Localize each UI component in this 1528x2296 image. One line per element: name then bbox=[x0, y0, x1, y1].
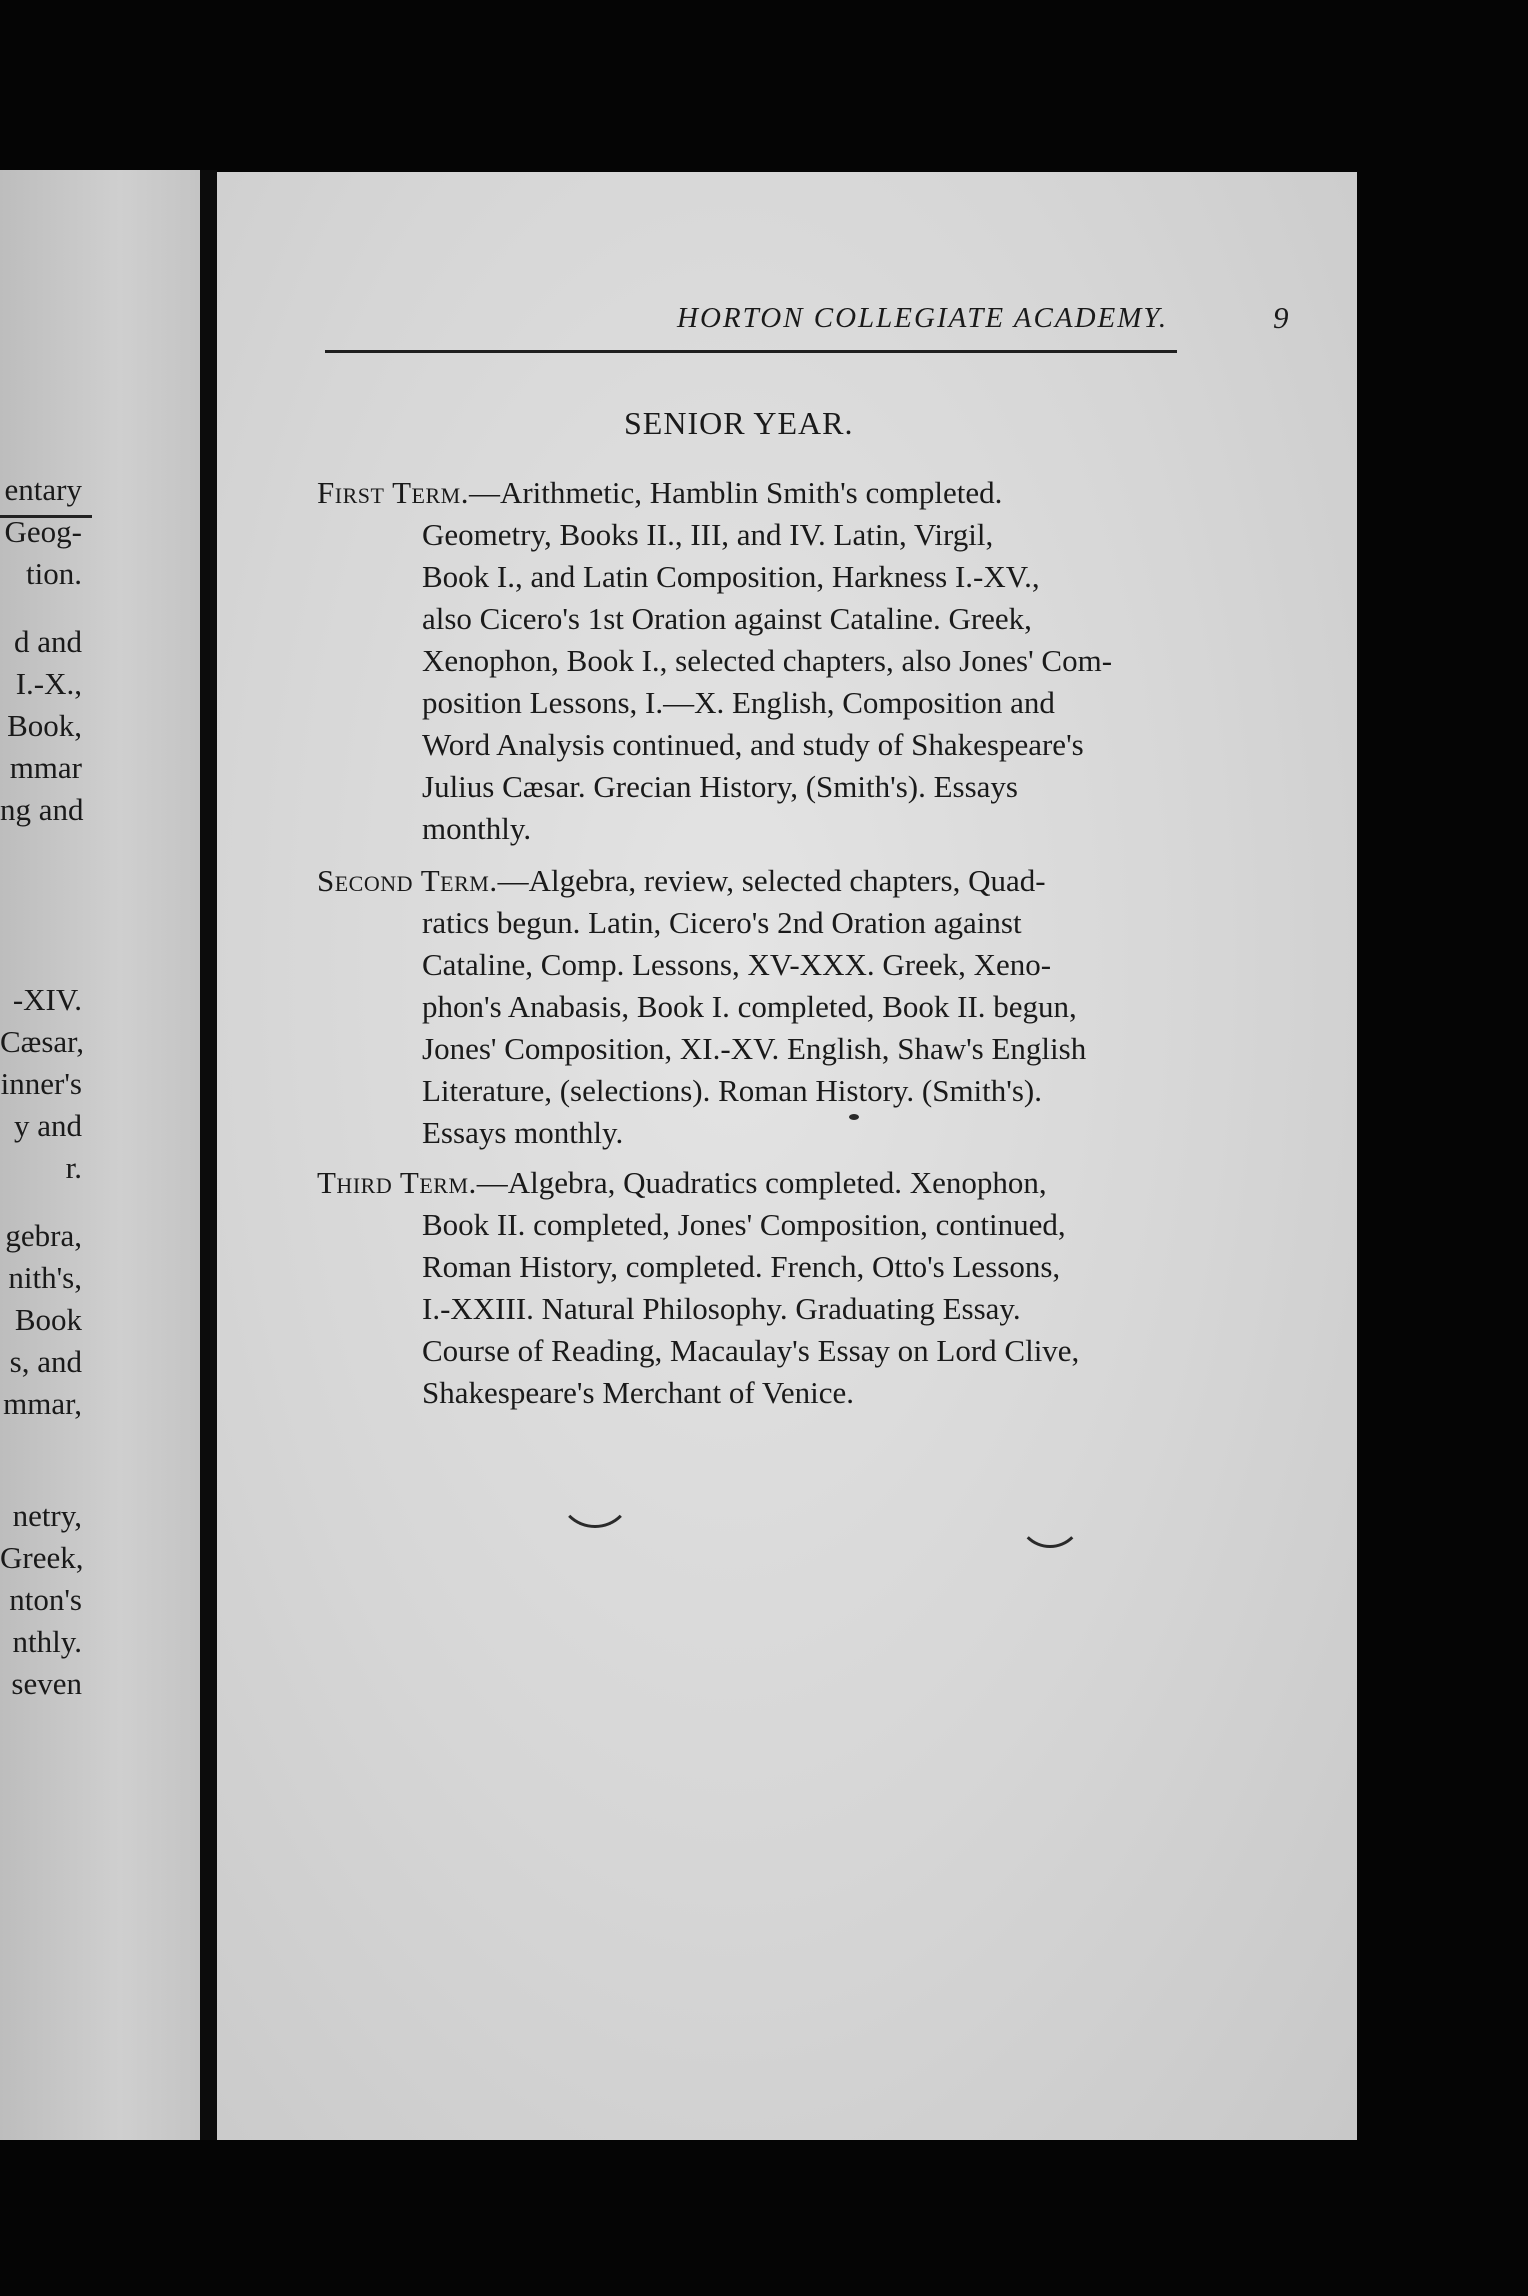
term-name: Second Term. bbox=[317, 863, 498, 898]
left-page-fragment: tion. bbox=[26, 556, 82, 591]
left-page-fragment: I.-X., bbox=[15, 666, 82, 701]
running-title: HORTON COLLEGIATE ACADEMY. bbox=[677, 302, 1169, 334]
term-line bbox=[317, 556, 1183, 598]
left-page-fragment: seven bbox=[11, 1666, 82, 1701]
term-text: also Cicero's 1st Oration against Cataline. Greek, bbox=[422, 601, 1032, 636]
term-text: phon's Anabasis, Book I. completed, Book II. begun, bbox=[422, 989, 1077, 1024]
term-text: —Algebra, review, selected chapters, Quad- bbox=[497, 863, 1046, 898]
left-page-fragment: entary bbox=[4, 472, 82, 507]
print-blemish bbox=[849, 1114, 859, 1120]
book-binding bbox=[200, 170, 217, 2140]
left-page-text-fragments bbox=[0, 170, 200, 2140]
term-name: First Term. bbox=[317, 475, 469, 510]
term-line bbox=[317, 986, 1183, 1028]
term-line bbox=[317, 808, 1183, 850]
term-text: Essays monthly. bbox=[422, 1115, 624, 1150]
left-page-fragment: s, and bbox=[9, 1344, 82, 1379]
term-line bbox=[317, 1288, 1183, 1330]
term-line bbox=[317, 860, 1183, 902]
term-text: Xenophon, Book I., selected chapters, also Jones' Com- bbox=[422, 643, 1113, 678]
term-line bbox=[317, 1246, 1183, 1288]
main-page bbox=[217, 172, 1357, 2140]
left-page-fragment: d and bbox=[13, 624, 82, 659]
term-line bbox=[317, 682, 1183, 724]
left-page-fragment: gebra, bbox=[5, 1218, 82, 1253]
term-line bbox=[317, 598, 1183, 640]
left-page-fragment: Book, bbox=[7, 708, 82, 743]
header-rule bbox=[325, 350, 1177, 353]
page-number: 9 bbox=[1273, 300, 1289, 335]
term-text: I.-XXIII. Natural Philosophy. Graduating Essay. bbox=[422, 1291, 1021, 1326]
left-page-fragment: Book bbox=[14, 1302, 82, 1337]
term-text: —Algebra, Quadratics completed. Xenophon, bbox=[476, 1165, 1047, 1200]
term-third bbox=[317, 1162, 1183, 1414]
left-page-fragment: inner's bbox=[0, 1066, 82, 1101]
left-page-fragment: y and bbox=[13, 1108, 82, 1143]
term-line bbox=[317, 640, 1183, 682]
term-text: Jones' Composition, XI.-XV. English, Shaw's English bbox=[422, 1031, 1087, 1066]
term-text: Cataline, Comp. Lessons, XV-XXX. Greek, Xeno- bbox=[422, 947, 1052, 982]
term-text: Geometry, Books II., III, and IV. Latin, Virgil, bbox=[422, 517, 994, 552]
left-page-fragment: mmar bbox=[9, 750, 82, 785]
section-title: SENIOR YEAR. bbox=[624, 405, 854, 441]
term-line bbox=[317, 724, 1183, 766]
term-text: Literature, (selections). Roman History. (Smith's). bbox=[422, 1073, 1042, 1108]
left-page-fragment: nthly. bbox=[12, 1624, 82, 1659]
term-line bbox=[317, 902, 1183, 944]
term-text: ratics begun. Latin, Cicero's 2nd Oration against bbox=[422, 905, 1022, 940]
term-line bbox=[317, 1028, 1183, 1070]
left-page-fragment: nith's, bbox=[8, 1260, 82, 1295]
running-head bbox=[325, 302, 1357, 356]
left-page-fragment: r. bbox=[65, 1150, 82, 1185]
left-page-fragment: -XIV. bbox=[12, 982, 82, 1017]
term-name: Third Term. bbox=[317, 1165, 477, 1200]
term-line bbox=[317, 944, 1183, 986]
term-line bbox=[317, 1372, 1183, 1414]
term-line bbox=[317, 1070, 1183, 1112]
term-text: Julius Cæsar. Grecian History, (Smith's). Essays bbox=[422, 769, 1018, 804]
term-text: Roman History, completed. French, Otto's Lessons, bbox=[422, 1249, 1061, 1284]
term-text: Book II. completed, Jones' Composition, continued, bbox=[422, 1207, 1066, 1242]
left-page-fragment: netry, bbox=[12, 1498, 82, 1533]
term-text: Shakespeare's Merchant of Venice. bbox=[422, 1375, 854, 1410]
term-line bbox=[317, 472, 1183, 514]
term-line bbox=[317, 1112, 1183, 1154]
left-page-fragment: Geog- bbox=[4, 514, 82, 549]
term-text: position Lessons, I.—X. English, Composition and bbox=[422, 685, 1055, 720]
left-page-fragment: Cæsar, bbox=[0, 1024, 85, 1059]
term-text: monthly. bbox=[422, 811, 532, 846]
term-text: —Arithmetic, Hamblin Smith's completed. bbox=[468, 475, 1003, 510]
film-scratch bbox=[1017, 1512, 1083, 1548]
term-text: Word Analysis continued, and study of Shakespeare's bbox=[422, 727, 1084, 762]
term-line bbox=[317, 1162, 1183, 1204]
term-second bbox=[317, 860, 1183, 1154]
left-page-fragment: Greek, bbox=[0, 1540, 84, 1575]
term-line bbox=[317, 766, 1183, 808]
left-page-fragment: mmar, bbox=[3, 1386, 82, 1421]
term-text: Book I., and Latin Composition, Harkness I.-XV., bbox=[422, 559, 1040, 594]
left-page-fragment: nton's bbox=[9, 1582, 82, 1617]
term-line bbox=[317, 1204, 1183, 1246]
left-facing-page bbox=[0, 170, 200, 2140]
term-line bbox=[317, 1330, 1183, 1372]
left-page-fragment: ng and bbox=[0, 792, 84, 827]
term-first bbox=[317, 472, 1183, 850]
film-scratch bbox=[557, 1482, 633, 1528]
term-line bbox=[317, 514, 1183, 556]
term-text: Course of Reading, Macaulay's Essay on Lord Clive, bbox=[422, 1333, 1080, 1368]
